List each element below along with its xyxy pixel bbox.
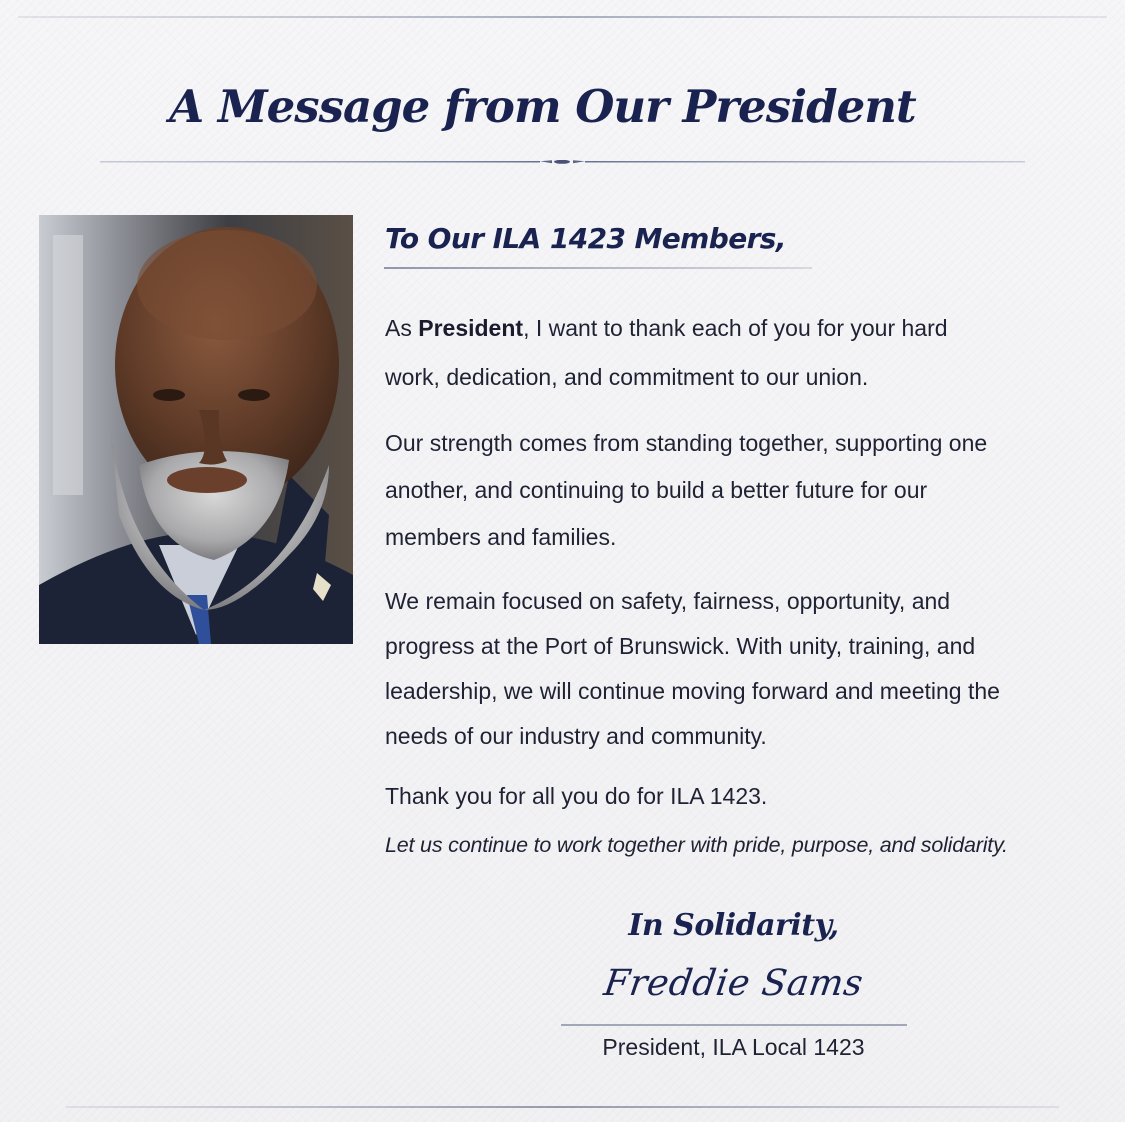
paragraph-thanks-line2: work, dedication, and commitment to our union.	[385, 364, 869, 390]
paragraph-strength-line3: members and families.	[385, 524, 617, 550]
signatory-title: President, ILA Local 1423	[602, 1034, 865, 1060]
signature-rule	[561, 1024, 907, 1026]
signature: Freddie Sams	[601, 963, 866, 1004]
paragraph-thanks-bold: President	[418, 315, 524, 341]
paragraph-focus-line3: leadership, we will continue moving forward and meeting the	[385, 678, 1000, 704]
paragraph-focus-line2: progress at the Port of Brunswick. With unity, training, and	[385, 633, 976, 659]
paragraph-thanks	[385, 304, 1065, 402]
greeting-underline	[384, 267, 812, 269]
title-ornament-divider	[100, 160, 1025, 164]
paragraph-thanks-lead: As	[385, 315, 419, 341]
bottom-border-rule	[66, 1106, 1059, 1108]
paragraph-focus-line1: We remain focused on safety, fairness, opportunity, and	[385, 588, 951, 614]
paragraph-focus	[385, 579, 1065, 759]
paragraph-focus-line4: needs of our industry and community.	[385, 723, 767, 749]
president-portrait-photo	[39, 215, 353, 644]
paragraph-strength-line1: Our strength comes from standing together, supporting one	[385, 430, 988, 456]
page-title: A Message from Our President	[169, 80, 916, 133]
letter-greeting: To Our ILA 1423 Members,	[385, 222, 786, 255]
top-border-rule	[18, 16, 1107, 18]
paragraph-strength-line2: another, and continuing to build a better future for our	[385, 477, 928, 503]
president-portrait-icon	[39, 215, 353, 644]
closing-salutation: In Solidarity,	[628, 908, 839, 943]
paragraph-thanks-line1: , I want to thank each of you for your hard	[523, 315, 948, 341]
paragraph-thank-you: Thank you for all you do for ILA 1423.	[385, 783, 768, 809]
paragraph-solidarity: Let us continue to work together with pride, purpose, and solidarity.	[385, 833, 1008, 857]
paragraph-strength	[385, 420, 1065, 561]
